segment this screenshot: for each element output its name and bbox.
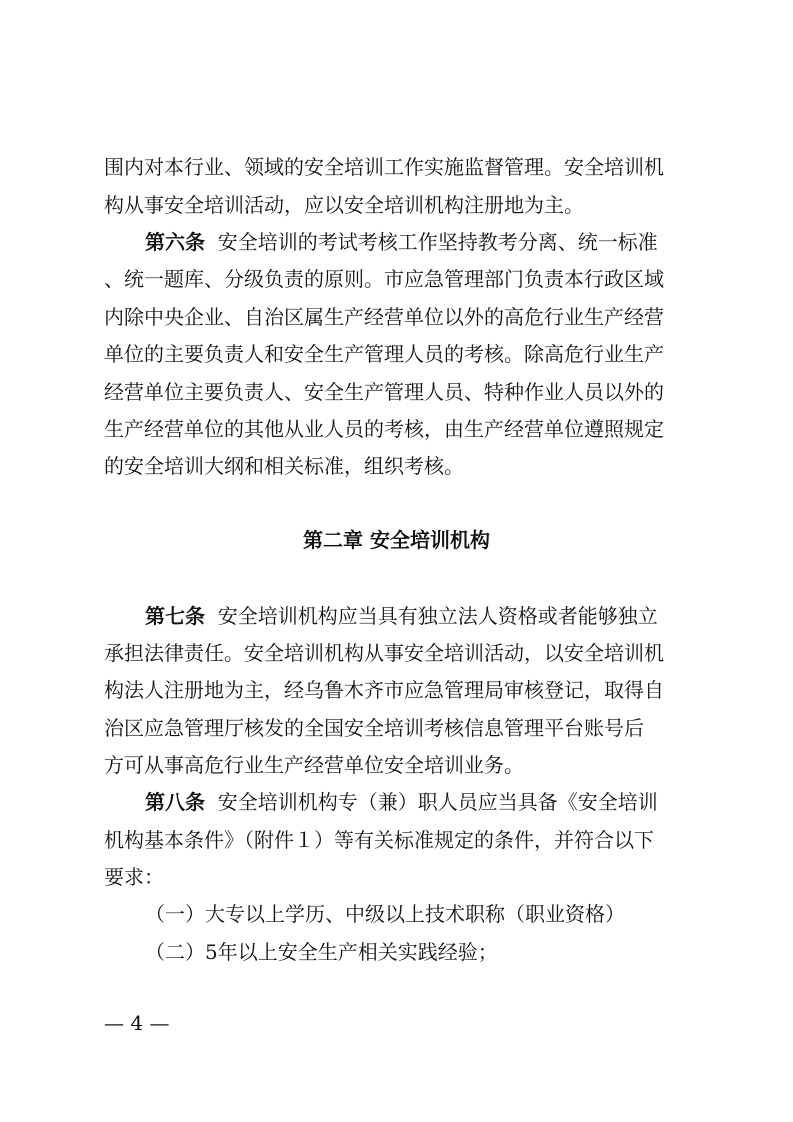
page-number: — 4 — [104, 1011, 170, 1035]
text-line: 构从事安全培训活动，应以安全培训机构注册地为主。 [104, 193, 584, 217]
text-line: 围内对本行业、领域的安全培训工作实施监督管理。安全培训机 [104, 155, 664, 179]
text-line: 内除中央企业、自治区属生产经营单位以外的高危行业生产经营 [104, 305, 664, 329]
text-line: 经营单位主要负责人、安全生产管理人员、特种作业人员以外的 [104, 380, 664, 404]
text-line: 安全培训机构应当具有独立法人资格或者能够独立 [217, 604, 658, 628]
text-line: 要求： [104, 865, 164, 889]
text-line: 构法人注册地为主，经乌鲁木齐市应急管理局审核登记，取得自 [104, 678, 664, 702]
list-item: （二）5年以上安全生产相关实践经验； [145, 940, 498, 964]
article-8-label: 第八条 [145, 790, 205, 814]
article-7-paragraph-start [145, 597, 692, 635]
text-line: 安全培训的考试考核工作坚持教考分离、统一标准 [217, 230, 658, 254]
text-line: 治区应急管理厅核发的全国安全培训考核信息管理平台账号后 [104, 716, 644, 740]
text-line: 的安全培训大纲和相关标准，组织考核。 [104, 454, 464, 478]
chapter-heading: 第二章 安全培训机构 [303, 528, 490, 552]
list-item: （一）大专以上学历、中级以上技术职称（职业资格） [145, 902, 625, 926]
text-line: 、统一题库、分级负责的原则。市应急管理部门负责本行政区域 [104, 267, 664, 291]
text-line: 安全培训机构专（兼）职人员应当具备《安全培训 [217, 790, 658, 814]
article-6-label: 第六条 [145, 230, 205, 254]
article-6-paragraph-start [145, 223, 692, 261]
text-line: 机构基本条件》（附件１）等有关标准规定的条件，并符合以下 [104, 828, 654, 852]
article-8-paragraph-start [145, 783, 692, 821]
text-line: 生产经营单位的其他从业人员的考核，由生产经营单位遵照规定 [104, 417, 664, 441]
text-line: 承担法律责任。安全培训机构从事安全培训活动，以安全培训机 [104, 641, 664, 665]
text-line: 单位的主要负责人和安全生产管理人员的考核。除高危行业生产 [104, 342, 664, 366]
text-line: 方可从事高危行业生产经营单位安全培训业务。 [104, 753, 524, 777]
article-7-label: 第七条 [145, 604, 205, 628]
